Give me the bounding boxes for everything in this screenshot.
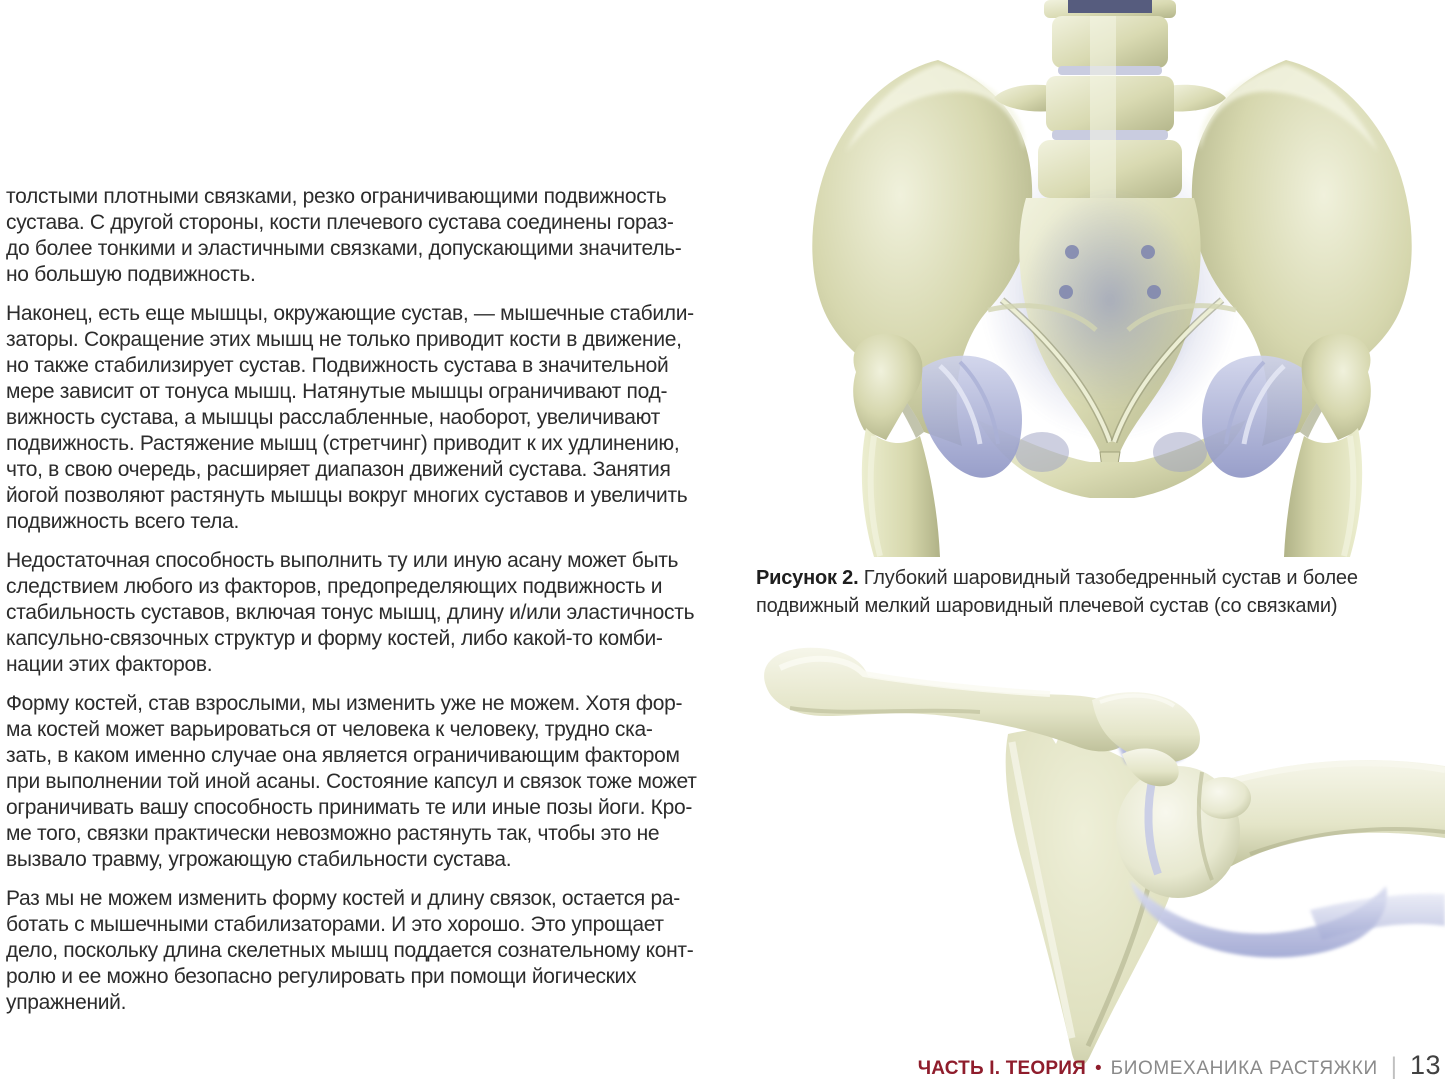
footer-bullet: • bbox=[1094, 1058, 1102, 1079]
text-line: мере зависит от тонуса мышц. Натянутые мышцы ограничивают под- bbox=[6, 380, 668, 403]
text-line: ма костей может варьироваться от человека к человеку, трудно ска- bbox=[6, 718, 653, 741]
text-line: толстыми плотными связками, резко ограничивающими подвижность bbox=[6, 185, 667, 208]
text-line: стабильность суставов, включая тонус мышц, длину и/или эластичность bbox=[6, 601, 695, 624]
text-line: вызвало травму, угрожающую стабильности сустава. bbox=[6, 848, 512, 871]
paragraph bbox=[6, 548, 716, 678]
text-line: капсульно-связочных структур и форму костей, либо какой-то комби- bbox=[6, 627, 663, 650]
pelvis-illustration bbox=[790, 0, 1445, 558]
shoulder-illustration bbox=[750, 642, 1445, 1089]
text-line: нации этих факторов. bbox=[6, 653, 213, 676]
text-line: при выполнении той иной асаны. Состояние капсул и связок тоже может bbox=[6, 770, 697, 793]
text-line: следствием любого из факторов, предопределяющих подвижность и bbox=[6, 575, 663, 598]
footer-chapter-label: БИОМЕХАНИКА РАСТЯЖКИ bbox=[1110, 1058, 1378, 1079]
text-line: Раз мы не можем изменить форму костей и длину связок, остается ра- bbox=[6, 887, 680, 910]
hip-joint bbox=[853, 334, 1022, 557]
text-line: ролю и ее можно безопасно регулировать при помощи йогических bbox=[6, 965, 637, 988]
text-line: ограничивать вашу способность принимать те или иные позы йоги. Кро- bbox=[6, 796, 693, 819]
paragraph bbox=[6, 691, 716, 873]
text-line: Форму костей, став взрослыми, мы изменить уже не можем. Хотя фор- bbox=[6, 692, 683, 715]
text-line: ботать с мышечными стабилизаторами. И это хорошо. Это упрощает bbox=[6, 913, 664, 936]
pelvis-bones bbox=[812, 0, 1411, 557]
text-line: Наконец, есть еще мышцы, окружающие сустав, — мышечные стабили- bbox=[6, 302, 694, 325]
text-line: подвижность всего тела. bbox=[6, 510, 239, 533]
text-line: йогой позволяют растянуть мышцы вокруг многих суставов и увеличить bbox=[6, 484, 688, 507]
text-line: заторы. Сокращение этих мышц не только приводит кости в движение, bbox=[6, 328, 682, 351]
text-line: до более тонкими и эластичными связками, допускающими значитель- bbox=[6, 237, 682, 260]
footer-divider: | bbox=[1390, 1053, 1397, 1080]
paragraph bbox=[6, 184, 716, 288]
text-line: зать, в каком именно случае она является ограничивающим фактором bbox=[6, 744, 680, 767]
figure-caption-label: Рисунок 2. bbox=[756, 567, 859, 589]
text-line: подвижность. Растяжение мышц (стретчинг) приводит к их удлинению, bbox=[6, 432, 680, 455]
page-footer bbox=[918, 1050, 1441, 1081]
text-line: упражнений. bbox=[6, 991, 127, 1014]
paragraph bbox=[6, 301, 716, 535]
text-line: но большую подвижность. bbox=[6, 263, 256, 286]
shoulder-bones bbox=[764, 648, 1445, 1066]
figure-caption-text: Глубокий шаровидный тазобедренный сустав и более подвижный мелкий шаровидный плечевой сустав (со связками) bbox=[756, 567, 1358, 617]
body-text bbox=[6, 184, 716, 1029]
paragraph bbox=[6, 886, 716, 1016]
footer-part-label: ЧАСТЬ I. ТЕОРИЯ bbox=[917, 1058, 1086, 1079]
text-line: вижность сустава, а мышцы расслабленные, наоборот, увеличивают bbox=[6, 406, 660, 429]
text-line: Недостаточная способность выполнить ту или иную асану может быть bbox=[6, 549, 679, 572]
text-line: дело, поскольку длина скелетных мышц поддается сознательному конт- bbox=[6, 939, 694, 962]
text-line: сустава. С другой стороны, кости плечевого сустава соединены гораз- bbox=[6, 211, 674, 234]
text-line: ме того, связки практически невозможно растянуть так, чтобы это не bbox=[6, 822, 660, 845]
text-line: что, в свою очередь, расширяет диапазон движений сустава. Занятия bbox=[6, 458, 671, 481]
page-number: 13 bbox=[1409, 1050, 1441, 1080]
text-line: но также стабилизирует сустав. Подвижность сустава в значительной bbox=[6, 354, 669, 377]
figure-caption bbox=[756, 564, 1445, 620]
